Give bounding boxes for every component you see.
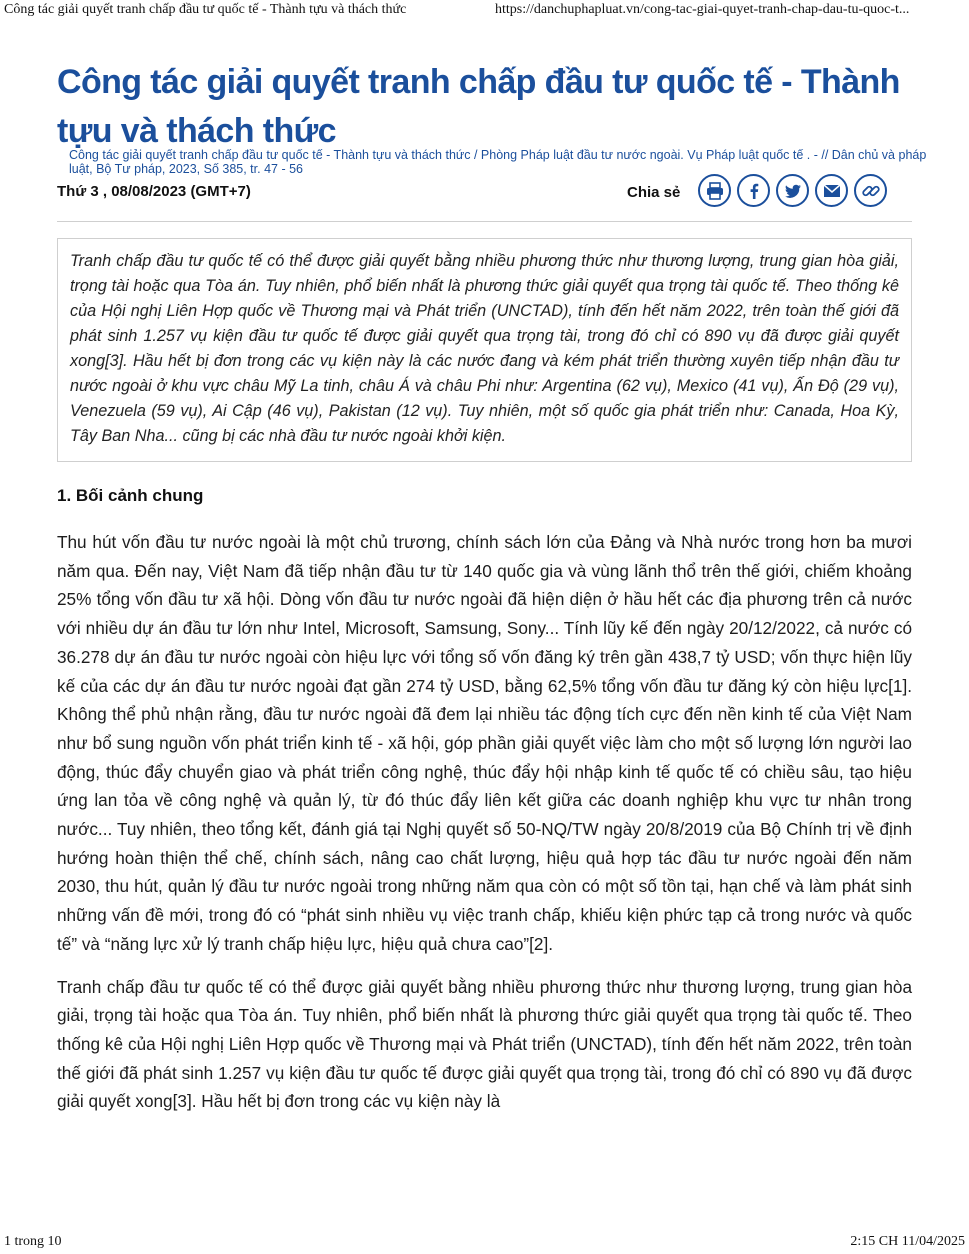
article-source-link[interactable]: Công tác giải quyết tranh chấp đầu tư quốc tế - Thành tựu và thách thức / Phòng Pháp luật đầu tư nước ngoài. Vụ Pháp luật quốc tế . - // Dân chủ và pháp luật, Bộ Tư pháp, 2023, Số 385, tr. 47 - 56 — [69, 148, 927, 176]
article-meta — [57, 178, 912, 218]
share-buttons — [698, 174, 887, 207]
share-label: Chia sẻ — [627, 184, 681, 201]
publish-date: Thứ 3 , 08/08/2023 (GMT+7) — [57, 183, 251, 200]
print-icon[interactable] — [698, 174, 731, 207]
body-paragraph: Tranh chấp đầu tư quốc tế có thể được giải quyết bằng nhiều phương thức như thương lượng, trung gian hòa giải, trọng tài hoặc qua Tòa án. Tuy nhiên, phổ biến nhất là phương thức giải quyết qua trọng tài quốc tế. Theo thống kê của Hội nghị Liên Hợp quốc về Thương mại và Phát triển (UNCTAD), tính đến hết năm 2022, trên toàn thế giới đã phát sinh 1.257 vụ kiện đầu tư quốc tế được giải quyết qua trọng tài, trong đó chỉ có 890 vụ đã được giải quyết xong[3]. Hầu hết bị đơn trong các vụ kiện này là — [57, 976, 912, 1112]
section-heading: 1. Bối cảnh chung — [57, 486, 204, 505]
article-title: Công tác giải quyết tranh chấp đầu tư quốc tế - Thành tựu và thách thức — [57, 63, 900, 150]
print-header-url: https://danchuphapluat.vn/cong-tac-giai-quyet-tranh-chap-dau-tu-quoc-t... — [495, 2, 910, 17]
email-icon[interactable] — [815, 174, 848, 207]
twitter-icon[interactable] — [776, 174, 809, 207]
article — [57, 58, 927, 1116]
print-header-title: Công tác giải quyết tranh chấp đầu tư quốc tế - Thành tựu và thách thức — [4, 2, 407, 17]
print-timestamp: 2:15 CH 11/04/2025 — [850, 1234, 965, 1249]
page-number: 1 trong 10 — [4, 1234, 62, 1249]
body-paragraph: Thu hút vốn đầu tư nước ngoài là một chủ trương, chính sách lớn của Đảng và Nhà nước trong hơn ba mươi năm qua. Đến nay, Việt Nam đã tiếp nhận đầu tư từ 140 quốc gia và vùng lãnh thổ trên thế giới, chiếm khoảng 25% tổng vốn đầu tư xã hội. Dòng vốn đầu tư nước ngoài đã hiện diện ở hầu hết các địa phương trên cả nước với nhiều dự án đầu tư lớn như Intel, Microsoft, Samsung, Sony... Tính lũy kế đến ngày 20/12/2022, cả nước có 36.278 dự án đầu tư nước ngoài còn hiệu lực với tổng số vốn đăng ký trên gần 438,7 tỷ USD; vốn thực hiện lũy kế của các dự án đầu tư nước ngoài đạt gần 274 tỷ USD, bằng 62,5% tổng vốn đầu tư đăng ký còn hiệu lực[1]. Không thể phủ nhận rằng, đầu tư nước ngoài đã đem lại nhiều tác động tích cực đến nền kinh tế của Việt Nam như bổ sung nguồn vốn phát triển kinh tế - xã hội, góp phần giải quyết việc làm cho một số lượng lớn người lao động, thúc đẩy chuyển giao và phát triển công nghệ, thúc đẩy hội nhập kinh tế quốc tế có chiều sâu, tạo hiệu ứng lan tỏa về công nghệ và quản lý, từ đó thúc đẩy liên kết giữa các doanh nghiệp khu vực tư nhân trong nước... Tuy nhiên, theo tổng kết, đánh giá tại Nghị quyết số 50-NQ/TW ngày 20/8/2019 của Bộ Chính trị về định hướng hoàn thiện thể chế, chính sách, nâng cao chất lượng, hiệu quả hợp tác đầu tư nước ngoài đến năm 2030, thu hút, quản lý đầu tư nước ngoài trong những năm qua còn có một số tồn tại, hạn chế và làm phát sinh những vấn đề mới, trong đó có “phát sinh nhiều vụ việc tranh chấp, khiếu kiện phức tạp cả trong nước và quốc tế” và “năng lực xử lý tranh chấp hiệu lực, hiệu quả chưa cao”[2]. — [57, 532, 912, 954]
article-summary: Tranh chấp đầu tư quốc tế có thể được giải quyết bằng nhiều phương thức như thương lượng, trung gian hòa giải, trọng tài hoặc qua Tòa án. Tuy nhiên, phổ biến nhất là phương thức giải quyết qua trọng tài quốc tế. Theo thống kê của Hội nghị Liên Hợp quốc về Thương mại và Phát triển (UNCTAD), tính đến hết năm 2022, trên toàn thế giới đã phát sinh 1.257 vụ kiện đầu tư quốc tế được giải quyết qua trọng tài, trong đó chỉ có 890 vụ đã được giải quyết xong[3]. Hầu hết bị đơn trong các vụ kiện này là các nước đang và kém phát triển thường xuyên tiếp nhận đầu tư nước ngoài ở khu vực châu Mỹ La tinh, châu Á và châu Phi như: Argentina (62 vụ), Mexico (41 vụ), Ấn Độ (29 vụ), Venezuela (59 vụ), Ai Cập (46 vụ), Pakistan (12 vụ). Tuy nhiên, một số quốc gia phát triển như: Canada, Hoa Kỳ, Tây Ban Nha... cũng bị các nhà đầu tư nước ngoài khởi kiện. — [57, 238, 912, 462]
facebook-icon[interactable] — [737, 174, 770, 207]
print-footer — [0, 1234, 969, 1254]
print-header — [0, 0, 969, 22]
link-icon[interactable] — [854, 174, 887, 207]
header-divider — [57, 221, 912, 222]
